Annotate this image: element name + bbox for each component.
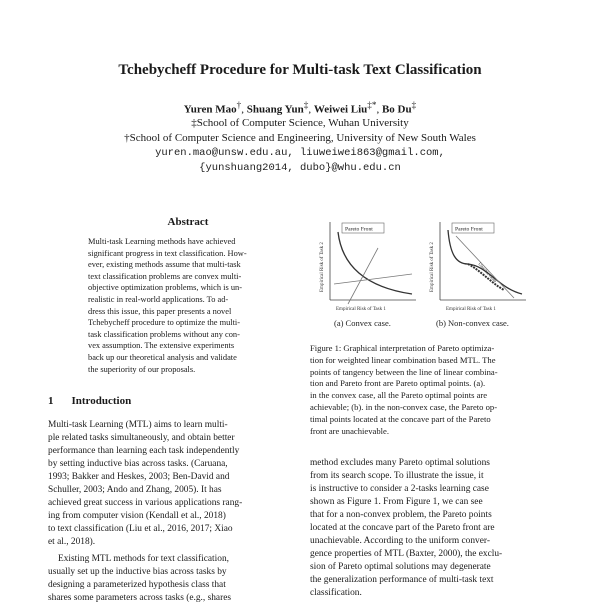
text-line: classification. [310,588,362,598]
abstract-line: vex assumption. The extensive experiments [88,341,235,351]
text-line: achieved great success in various applications rang- [48,498,243,508]
email-line-2: {yunshuang2014, dubo}@whu.edu.cn [199,162,401,174]
panel-caption: (b) Non-convex case. [436,318,509,328]
intro-left-paragraph-2 [48,553,286,605]
author-name: Bo Du [381,103,412,116]
intro-right-paragraph [310,457,540,600]
text-line: shown as Figure 1. From Figure 1, we can see [310,497,483,507]
y-axis-label: Empirical Risk of Task 2 [430,242,435,292]
text-line: method excludes many Pareto optimal solutions [310,458,490,468]
author-name: Shuang Yun [246,103,304,116]
text-line: located at the concave part of the Pareto front are [310,523,495,533]
text-line: the generalization performance of multi-task text [310,575,494,585]
abstract-body [88,236,288,375]
text-line: Multi-task Learning (MTL) aims to learn multi- [48,420,228,430]
text-line: by setting inductive bias across tasks. (Caruana, [48,459,228,469]
section-title: Introduction [71,395,132,407]
section-heading [48,395,149,407]
text-line: usually set up the inductive bias across tasks by [48,567,227,577]
abstract-line: realistic in real-world applications. To ad- [88,294,229,304]
figure-panel-a [320,222,416,328]
abstract-line: Multi-task Learning methods have achieved [88,237,236,246]
x-axis-label: Empirical Risk of Task 1 [446,307,496,312]
author-line: Yuren Mao†, Shuang Yun‡, Weiwei Liu‡*, Bo Du‡ [183,100,417,116]
figure-panel-b [430,222,526,328]
text-line: ple related tasks simultaneously, and obtain better [48,433,235,443]
caption-line: in the convex case, all the Pareto optimal points are [310,390,488,401]
text-line: ing from computer vision (Kendall et al., 2018) [48,511,226,521]
author-mark: ‡ [411,100,417,110]
abstract-line: the superiority of our proposals. [88,364,196,374]
abstract-line: objective optimization problems, which is un- [88,283,242,293]
panel-caption: (a) Convex case. [334,318,391,328]
pareto-front-curve [338,232,412,294]
caption-line: tion for weighted linear combination based MTL. The [310,354,496,365]
text-line: designing a parameterized hypothesis class that [48,580,226,590]
abstract-line: Tchebycheff procedure to optimize the multi- [88,318,241,328]
caption-line: timal points located at the concave part of the Pareto [310,413,491,424]
abstract-line: significant progress in text classification. How- [88,248,247,258]
text-line: is instructive to consider a 2-tasks learning case [310,484,489,494]
affiliation-unsw: †School of Computer Science and Engineering, University of New South Wales [124,132,476,144]
text-line: shares some parameters across tasks (e.g., shares [48,593,232,603]
text-line: gence properties of MTL (Baxter, 2000), the exclu- [310,549,503,559]
text-line: Existing MTL methods for text classification, [58,554,229,564]
abstract-heading: Abstract [167,216,209,228]
tangent-line [348,248,378,304]
text-line: sion of Pareto optimal solutions may degenerate [310,562,491,572]
abstract-line: dress this issue, this paper presents a novel [88,306,232,316]
text-line: from its search scope. To illustrate the issue, it [310,471,484,481]
intro-left-paragraph-1 [48,419,286,549]
caption-line: front are unachievable. [310,425,389,436]
paper-title: Tchebycheff Procedure for Multi-task Text Classification [118,62,482,78]
email-line-1: yuren.mao@unsw.edu.au, liuweiwei863@gmail.com, [155,147,445,159]
text-line: performance than learning each task independently [48,446,240,456]
caption-line: tion and Pareto front are Pareto optimal points. (a). [310,378,486,389]
author-mark: ‡* [367,100,377,110]
abstract-line: task classification problems without any con- [88,329,240,339]
author-mark: † [236,100,242,110]
author-name: Yuren Mao [183,103,237,116]
y-axis-label: Empirical Risk of Task 2 [320,242,325,292]
caption-line: points of tangency between the line of linear combina- [310,366,498,377]
abstract-line: ever, existing methods assume that multi-task [88,260,241,270]
section-number: 1 [48,395,54,407]
affiliation-wuhan: ‡School of Computer Science, Wuhan University [191,117,409,129]
caption-line: achievable; (b). in the non-convex case, the Pareto op- [310,401,498,412]
text-line: Schuller, 2003; Ando and Zhang, 2005). It has [48,485,222,495]
figure-caption [310,343,532,437]
legend-label: Pareto Front [455,226,483,233]
text-line: that for a non-convex problem, the Pareto points [310,510,492,520]
text-line: unachievable. According to the uniform conver- [310,536,490,546]
author-name: Weiwei Liu [313,103,368,116]
abstract-line: text classification problems are convex multi- [88,271,242,281]
text-line: to text classification (Liu et al., 2016, 2017; Xiao [48,524,233,534]
author-mark: ‡ [303,100,309,110]
figure-1 [308,214,534,334]
x-axis-label: Empirical Risk of Task 1 [336,307,386,312]
text-line: 1993; Bakker and Heskes, 2003; Ben-David and [48,472,230,482]
abstract-line: back up our theoretical analysis and validate [88,352,237,362]
legend-label: Pareto Front [345,226,373,233]
unachievable-annotation: Unachievable [477,261,498,284]
caption-line: Figure 1: Graphical interpretation of Pareto optimiza- [310,343,495,353]
text-line: et al., 2018). [48,537,96,547]
